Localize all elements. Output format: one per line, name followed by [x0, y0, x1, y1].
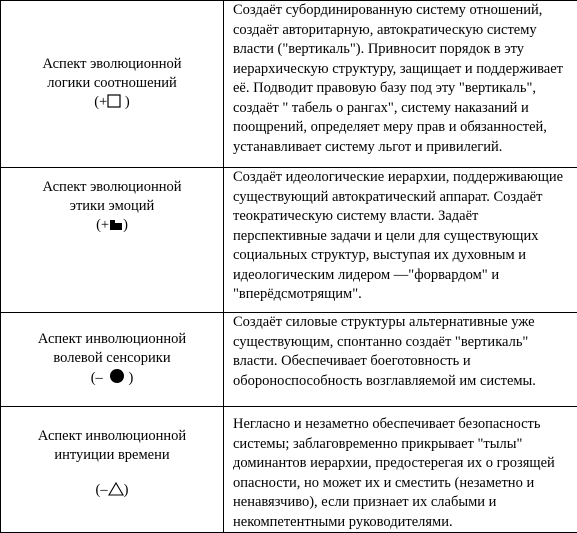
aspect-name-cell [1, 1, 224, 168]
aspect-label-line1: Аспект эволюционной [1, 178, 223, 197]
aspect-name-cell [1, 313, 224, 407]
symbol-close: ) [125, 370, 133, 386]
symbol-open: (+ [94, 94, 107, 110]
aspect-description: Создаёт субординированную систему отношений, создаёт авторитарную, автократическую систему власти ("вертикаль"). Привносит порядок в эту иерархическую структуру, защищает и поддерживает её. Подводит правовую базу под эту "вертикаль", создаёт " табель о рангах", систему наказаний и поощрений, определяет меру прав и обязанностей, устанавливает систему льгот и привилегий. [233, 1, 573, 157]
aspect-description-cell [224, 407, 577, 533]
aspect-name-cell [1, 168, 224, 313]
table-row [1, 168, 577, 313]
white-triangle-icon [108, 482, 124, 502]
aspect-description: Негласно и незаметно обеспечивает безопасность системы; заблаговременно прикрывает "тылы" доминантов иерархии, предостерегая их о грозящей опасности, но может их и сместить (незаметно и ненавязчиво), если признает их слабыми и некомпетентными руководителями. [233, 415, 573, 532]
aspect-name-cell [1, 407, 224, 533]
aspect-description-cell [224, 168, 577, 313]
symbol-open: (– [96, 482, 108, 498]
aspect-description-cell [224, 313, 577, 407]
aspect-description-cell [224, 1, 577, 168]
table-row [1, 407, 577, 533]
symbol-open: (+ [96, 217, 109, 233]
aspect-label-line2: волевой сенсорики [1, 349, 223, 368]
aspect-label-line1: Аспект инволюционной [1, 427, 223, 446]
table-row [1, 1, 577, 168]
symbol-open: (– [91, 370, 103, 386]
black-step-block-icon [109, 217, 123, 237]
aspect-symbol [1, 368, 223, 390]
symbol-close: ) [123, 217, 128, 233]
aspect-label-line2: интуиции времени [1, 446, 223, 465]
aspect-label-line2: этики эмоций [1, 197, 223, 216]
black-circle-icon [109, 368, 125, 390]
symbol-close: ) [121, 94, 129, 110]
aspect-symbol [1, 216, 223, 237]
aspect-label-line1: Аспект эволюционной [1, 55, 223, 74]
aspect-symbol [1, 93, 223, 114]
aspect-description: Создаёт идеологические иерархии, поддерживающие существующий автократический аппарат. Создаёт теократическую систему власти. Задаёт перспективные задачи и цели для существующих социальных структур, выступая их духовным и идеологическим лидером —"форвардом" и "вперёдсмотрящим". [233, 168, 573, 305]
symbol-close: ) [124, 482, 129, 498]
white-square-icon [107, 94, 121, 114]
aspect-label-line2: логики соотношений [1, 74, 223, 93]
table-row [1, 313, 577, 407]
aspect-description: Создаёт силовые структуры альтернативные уже существующим, спонтанно создаёт "вертикаль" власти. Обеспечивает боеготовность и обороноспособность возглавляемой им системы. [233, 313, 573, 391]
aspect-symbol [1, 481, 223, 502]
aspect-label-line1: Аспект инволюционной [1, 330, 223, 349]
